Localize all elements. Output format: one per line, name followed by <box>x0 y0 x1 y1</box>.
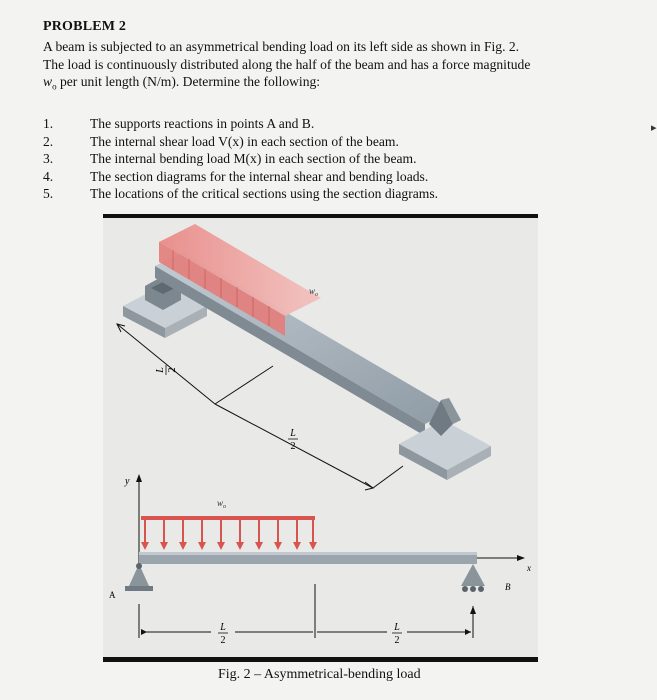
task-list <box>43 115 603 203</box>
task-item <box>43 133 603 151</box>
support-b <box>461 564 485 592</box>
dimension-lines-3d <box>117 324 403 490</box>
task-item <box>43 150 603 168</box>
support-a <box>125 563 153 591</box>
problem-title: PROBLEM 2 <box>43 19 127 34</box>
x-axis-label: x <box>527 563 531 573</box>
half-length-label-3d-b <box>288 428 298 452</box>
task-text: The locations of the critical sections using the section diagrams. <box>90 186 439 201</box>
half-length-label-a <box>218 622 228 646</box>
task-item <box>43 168 603 186</box>
figure-caption: Fig. 2 – Asymmetrical-bending load <box>218 667 421 682</box>
beam-2d <box>139 552 477 564</box>
statement-line-3 <box>43 73 613 96</box>
point-b-label: B <box>505 582 511 592</box>
dimension-lines-2d <box>139 584 473 638</box>
task-item <box>43 115 603 133</box>
task-number: 4. <box>43 168 54 184</box>
wo-subscript: o <box>52 81 57 92</box>
point-a-label: A <box>109 590 116 600</box>
load-label-3d: $w_o$ <box>309 286 319 298</box>
svg-text:L: L <box>155 367 166 373</box>
wo-symbol: w <box>43 74 53 89</box>
svg-text:L: L <box>394 622 400 633</box>
margin-arrow-icon: ▸ <box>651 122 657 134</box>
task-text: The internal shear load V(x) in each section of the beam. <box>90 133 399 149</box>
y-axis-label: y <box>125 476 130 487</box>
svg-text:2: 2 <box>167 367 178 373</box>
task-number: 5. <box>43 186 54 201</box>
statement-line-1: A beam is subjected to an asymmetrical bending load on its left side as shown in Fig. 2. <box>43 39 520 54</box>
figure-bottom-border <box>103 657 538 662</box>
half-length-label-3d-a <box>155 365 178 375</box>
half-length-label-b <box>392 622 402 646</box>
distributed-load-arrows <box>141 516 317 550</box>
task-number: 2. <box>43 133 54 149</box>
svg-text:2: 2 <box>220 635 226 646</box>
svg-text:L: L <box>220 622 226 633</box>
svg-text:2: 2 <box>394 635 400 646</box>
task-number: 1. <box>43 116 54 131</box>
load-label: $w_o$ <box>217 498 227 510</box>
problem-statement <box>43 38 613 96</box>
task-item <box>43 185 603 203</box>
statement-line-2: The load is continuously distributed along the half of the beam and has a force magnitude <box>43 56 531 72</box>
x-axis <box>477 555 525 561</box>
figure-2 <box>103 214 538 662</box>
task-text: The section diagrams for the internal shear and bending loads. <box>90 168 429 184</box>
task-text: The supports reactions in points A and B. <box>90 116 315 131</box>
beam-illustration <box>103 214 538 662</box>
statement-line-3-text: per unit length (N/m). Determine the following: <box>56 74 321 89</box>
svg-text:2: 2 <box>290 441 296 452</box>
task-number: 3. <box>43 151 54 166</box>
svg-text:L: L <box>290 428 296 439</box>
task-text: The internal bending load M(x) in each section of the beam. <box>90 151 417 166</box>
